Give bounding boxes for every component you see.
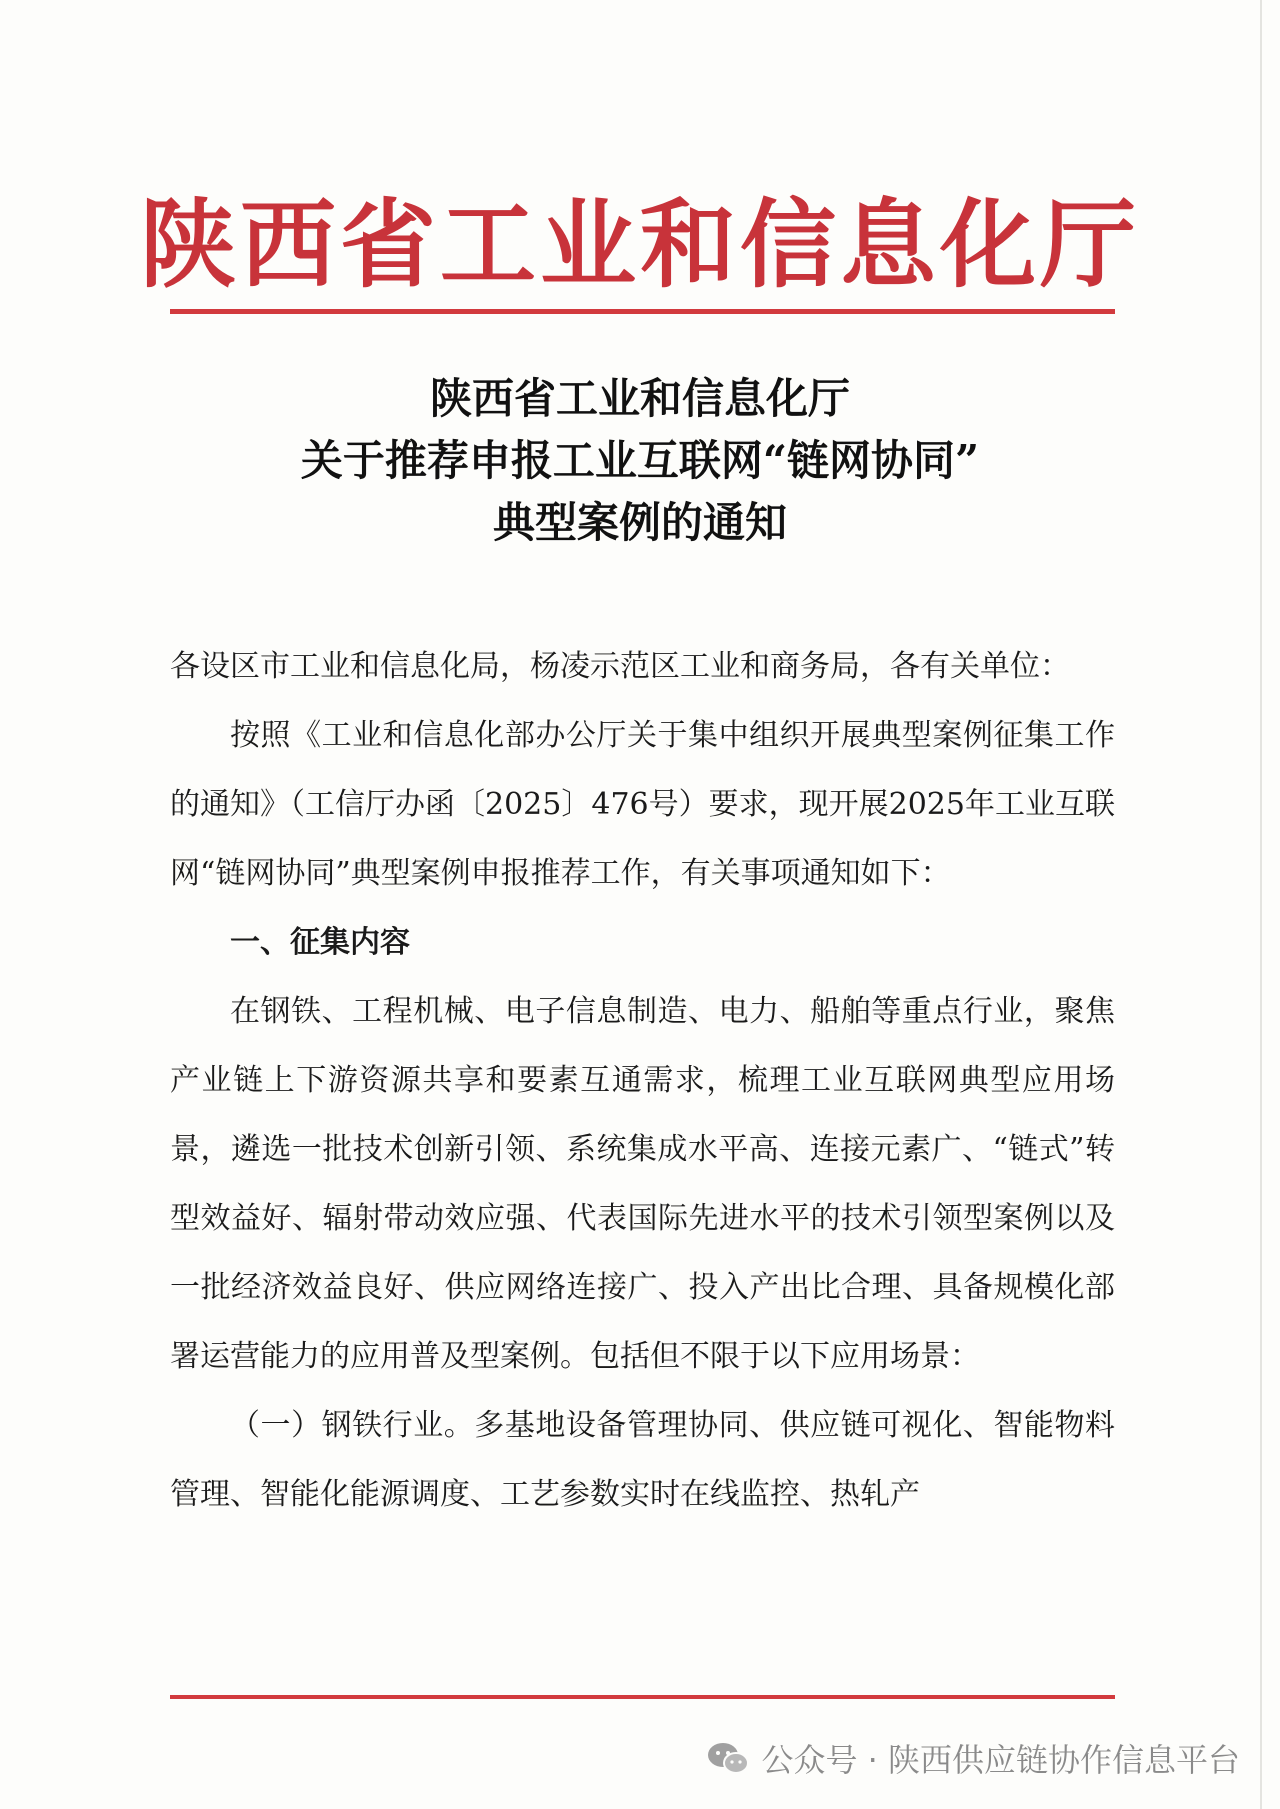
list-item-steel: （一）钢铁行业。多基地设备管理协同、供应链可视化、智能物料管理、智能化能源调度、工艺参数实时在线监控、热轧产: [170, 1408, 1115, 1512]
footer-red-rule: [170, 1695, 1115, 1699]
section-paragraph: 在钢铁、工程机械、电子信息制造、电力、船舶等重点行业，聚焦产业链上下游资源共享和要素互通需求，梳理工业互联网典型应用场景，遴选一批技术创新引领、系统集成水平高、连接元素广、“链式”转型效益好、辐射带动效应强、代表国际先进水平的技术引领型案例以及一批经济效益良好、供应网络连接广、投入产出比合理、具备规模化部署运营能力的应用普及型案例。包括但不限于以下应用场景：: [170, 994, 1115, 1374]
title-line-3: 典型案例的通知: [492, 498, 787, 547]
title-line-2: 关于推荐申报工业互联网“链网协同”: [300, 436, 980, 485]
intro-paragraph: 按照《工业和信息化部办公厅关于集中组织开展典型案例征集工作的通知》（工信厅办函〔2025〕476号）要求，现开展2025年工业互联网“链网协同”典型案例申报推荐工作，有关事项通知如下：: [170, 718, 1115, 891]
watermark: [707, 1735, 1240, 1781]
watermark-text: 公众号 · 陕西供应链协作信息平台: [761, 1741, 1240, 1779]
letterhead-red-rule: [170, 309, 1115, 314]
letterhead-issuer: 陕西省工业和信息化厅: [140, 188, 1140, 301]
document-body: [170, 632, 1115, 1529]
salutation: 各设区市工业和信息化局，杨凌示范区工业和商务局，各有关单位：: [170, 649, 1070, 684]
document-title: [0, 368, 1280, 554]
title-line-1: 陕西省工业和信息化厅: [429, 374, 850, 423]
wechat-icon: [707, 1741, 749, 1775]
section-heading: 一、征集内容: [230, 925, 410, 960]
